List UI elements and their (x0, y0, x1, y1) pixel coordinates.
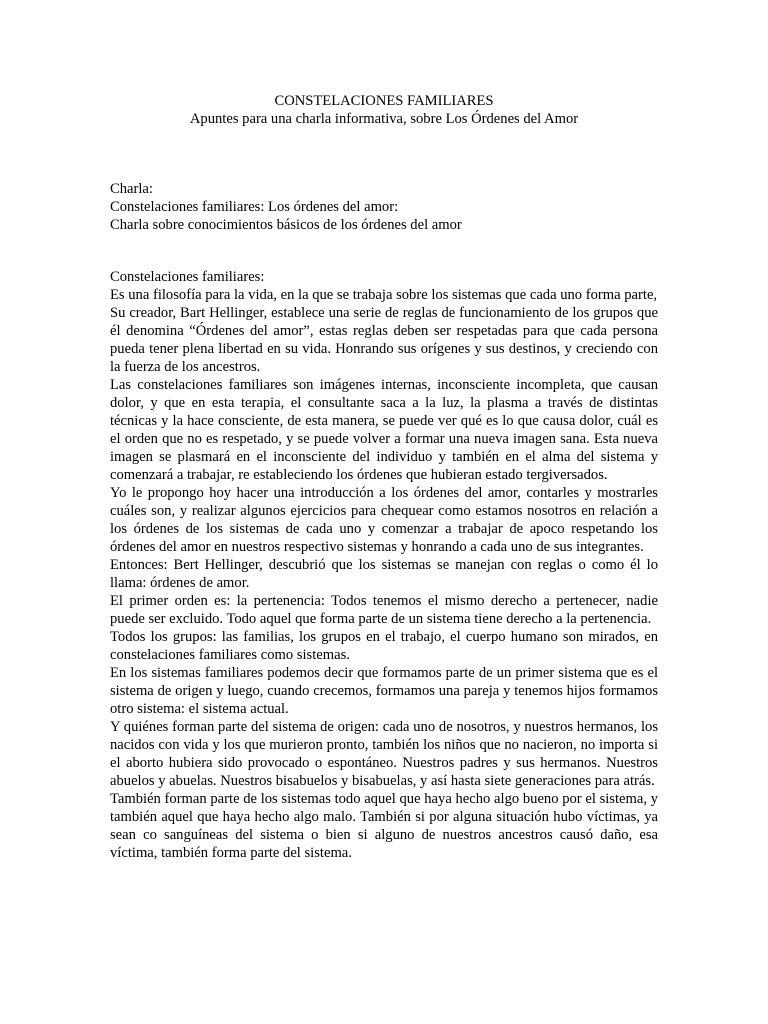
document-header (110, 92, 658, 128)
document-subtitle: Apuntes para una charla informativa, sobre Los Órdenes del Amor (189, 111, 579, 127)
charla-section (110, 180, 658, 234)
body-paragraph: Las constelaciones familiares son imágenes internas, inconsciente incompleta, que causan dolor, y que en esta terapia, el consultante saca a la luz, la plasma a través de distintas técnicas y la hace consciente, de esta manera, se puede ver qué es lo que causa dolor, cuál es el orden que no es respetado, y se puede volver a formar una nueva imagen sana. Esta nueva imagen se plasmará en el inconsciente del individuo y también en el alma del sistema y comenzará a trabajar, re estableciendo los órdenes que hubieran estado tergiversados. (110, 377, 658, 483)
body-paragraph: Su creador, Bart Hellinger, establece una serie de reglas de funcionamiento de los grupos que él denomina “Órdenes del amor”, estas reglas deben ser respetadas para que cada persona pueda tener plena libertad en su vida. Honrando sus orígenes y sus destinos, y creciendo con la fuerza de los ancestros. (110, 305, 658, 375)
charla-line-1: Constelaciones familiares: Los órdenes del amor: (110, 199, 399, 215)
body-paragraph: Todos los grupos: las familias, los grupos en el trabajo, el cuerpo humano son mirados, en constelaciones familiares como sistemas. (110, 629, 658, 663)
body-paragraph: Y quiénes forman parte del sistema de origen: cada uno de nosotros, y nuestros hermanos, los nacidos con vida y los que murieron pronto, también los niños que no nacieron, no importa si el aborto hubiera sido provocado o espontáneo. Nuestros padres y sus hermanos. Nuestros abuelos y abuelas. Nuestros bisabuelos y bisabuelas, y así hasta siete generaciones para atrás. (110, 719, 658, 789)
body-section (110, 268, 658, 862)
body-paragraph: Es una filosofía para la vida, en la que se trabaja sobre los sistemas que cada uno forma parte, (110, 287, 658, 303)
charla-line-2: Charla sobre conocimientos básicos de los órdenes del amor (110, 217, 462, 233)
body-heading: Constelaciones familiares: (110, 269, 265, 285)
body-paragraph: Entonces: Bert Hellinger, descubrió que los sistemas se manejan con reglas o como él lo llama: órdenes de amor. (110, 557, 658, 591)
body-paragraph: Yo le propongo hoy hacer una introducción a los órdenes del amor, contarles y mostrarles cuáles son, y realizar algunos ejercicios para chequear como estamos nosotros en relación a los órdenes de los sistemas de cada uno y comenzar a trabajar de apoco respetando los órdenes del amor en nuestros respectivo sistemas y honrando a cada uno de sus integrantes. (110, 485, 658, 555)
body-paragraph: También forman parte de los sistemas todo aquel que haya hecho algo bueno por el sistema, y también aquel que haya hecho algo malo. También si por alguna situación hubo víctimas, ya sean co sanguíneas del sistema o bien si alguno de nuestros ancestros causó daño, esa víctima, también forma parte del sistema. (110, 791, 658, 861)
body-paragraph: En los sistemas familiares podemos decir que formamos parte de un primer sistema que es el sistema de origen y luego, cuando crecemos, formamos una pareja y tenemos hijos formamos otro sistema: el sistema actual. (110, 665, 658, 717)
body-paragraph: El primer orden es: la pertenencia: Todos tenemos el mismo derecho a pertenecer, nadie puede ser excluido. Todo aquel que forma parte de un sistema tiene derecho a la pertenencia. (110, 593, 658, 627)
charla-label: Charla: (110, 181, 153, 197)
document-title: CONSTELACIONES FAMILIARES (274, 93, 494, 109)
